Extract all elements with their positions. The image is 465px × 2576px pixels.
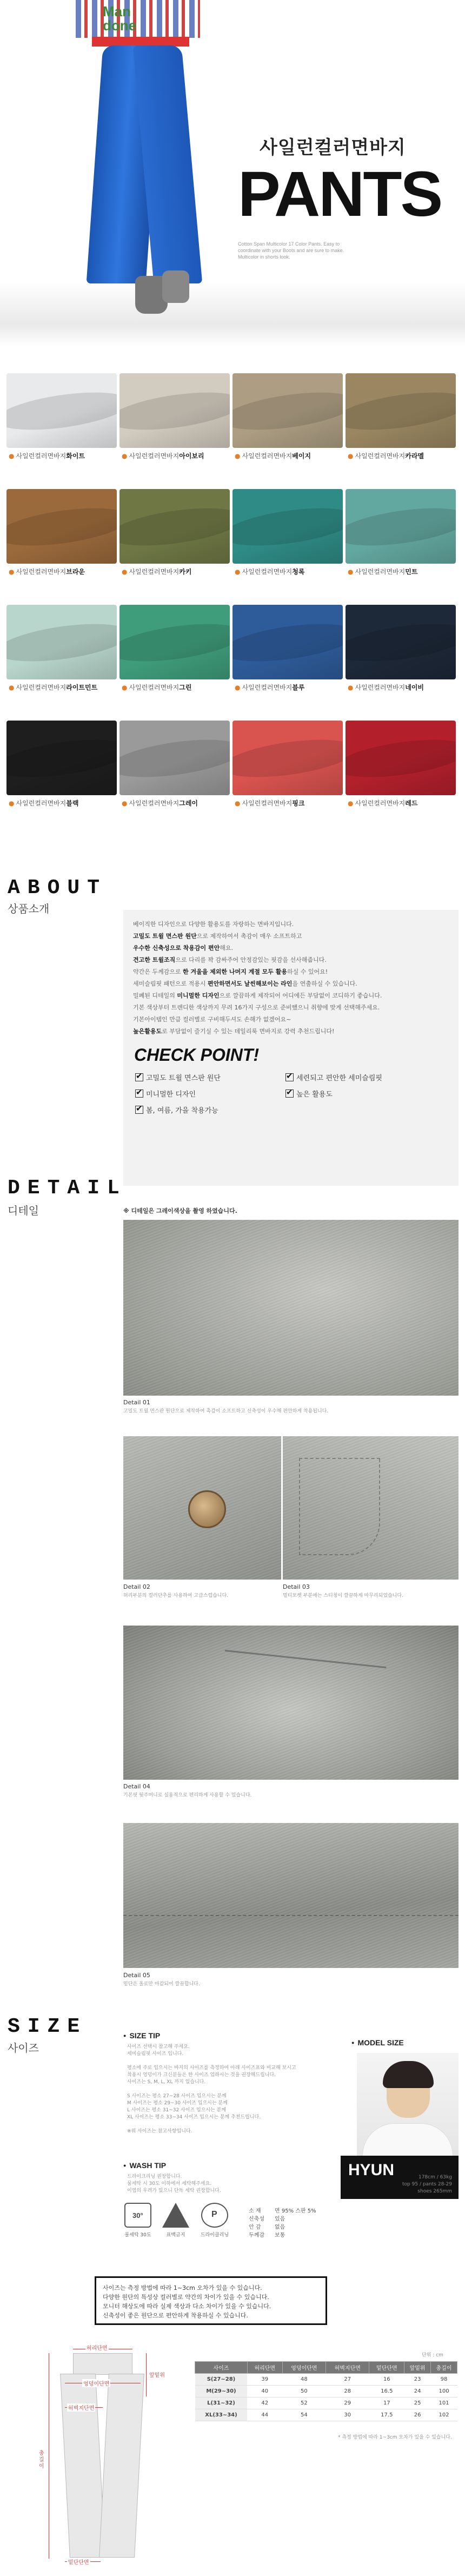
measure-thigh: 허벅지단면 — [67, 2403, 95, 2412]
detail-note: ※ 디테일은 그레이색상을 촬영 하였습니다. — [123, 1207, 237, 1214]
detail-03-label: Detail 03 — [283, 1583, 310, 1590]
swatch-label — [122, 683, 191, 692]
swatch-6[interactable] — [119, 489, 230, 578]
text-line: 다양한 원단의 특성상 컬러별로 약간의 차이가 있을 수 있습니다. — [103, 2294, 269, 2301]
swatch-15[interactable] — [232, 721, 343, 810]
hero-banner — [0, 0, 465, 346]
text-line — [127, 2058, 296, 2065]
table-row — [195, 2386, 457, 2397]
text-line: ※위 사이즈는 참고사항입니다. — [127, 2129, 192, 2134]
table-cell: 102 — [431, 2409, 457, 2421]
text-line: S 사이즈는 평소 27~28 사이즈 입으시는 분께 — [127, 2093, 227, 2099]
bullet-icon: ● — [9, 568, 15, 576]
text-line: 이염의 우려가 있으니 단독 세탁 권장합니다. — [127, 2188, 221, 2194]
check-point-item: ✔ 세련되고 편안한 세미슬림핏 — [285, 1072, 382, 1082]
model-info-box — [341, 2156, 459, 2199]
pants-diagram — [22, 2342, 178, 2570]
hero-description: Cotton Span Multicolor 17 Color Pants. Easy to coordinate with your Boots and are sure to make. Multicolor in shorts look. — [238, 241, 344, 260]
bullet-icon: ● — [122, 684, 128, 691]
no-bleach-label: 표백금지 — [166, 2232, 185, 2238]
model-shirt-text: Man done — [103, 3, 137, 34]
swatch-image — [346, 373, 456, 448]
swatch-prefix: 사일런컬러면바지 — [355, 800, 406, 807]
bullet-icon: ● — [122, 452, 128, 460]
dry-clean-label: 드라이클리닝 — [200, 2232, 229, 2238]
swatch-label — [348, 567, 417, 576]
swatch-image — [346, 605, 456, 679]
text-line: 드라이크리닝 권장합니다. — [127, 2174, 182, 2179]
swatch-9[interactable] — [6, 605, 117, 694]
text-line: 178cm / 63kg — [418, 2175, 452, 2180]
swatch-4[interactable] — [346, 373, 456, 463]
about-line: 밀폐된 디테일의 미니멀한 디자인으로 깔끔하게 제작되어 어디에든 부담없이 코디하기 좋습니다. — [133, 992, 382, 999]
about-line: 우수한 신축성으로 착용감이 편안해요. — [133, 944, 234, 952]
swatch-label — [235, 567, 304, 576]
wash-30-label: 물세탁 30도 — [124, 2232, 151, 2238]
table-cell: 27 — [326, 2374, 369, 2386]
swatch-label — [9, 798, 78, 808]
table-cell: 100 — [431, 2386, 457, 2397]
measure-hem: 밑단단면 — [67, 2558, 90, 2566]
table-header: 허벅지단면 — [326, 2362, 369, 2374]
text-line: 사이즈 선택시 참고해 주세요. — [127, 2044, 190, 2050]
swatch-prefix: 사일런컬러면바지 — [355, 568, 406, 576]
about-subtitle: 상품소개 — [8, 902, 50, 915]
size-notice-text — [103, 2283, 271, 2320]
table-header: 사이즈 — [195, 2362, 248, 2374]
about-line: 높은활용도로 부담없이 즐기실 수 있는 데일리룩 면바지로 강력 추천드립니다! — [133, 1028, 335, 1035]
about-line: 약간은 두께감으로 한 겨울을 제외한 나머지 계절 모두 활용하실 수 있어요! — [133, 968, 328, 975]
detail-04-image — [123, 1626, 459, 1780]
table-cell: 39 — [247, 2374, 282, 2386]
swatch-color-name: 베이지 — [292, 452, 311, 460]
text-line: 착용시 엉덩이가 크신분들은 한 사이즈 업하시는 것을 권장해드립니다. — [127, 2072, 276, 2078]
swatch-14[interactable] — [119, 721, 230, 810]
text-line: 사이즈는 S, M, L, XL 까지 있습니다. — [127, 2079, 206, 2085]
swatch-color-name: 화이트 — [66, 452, 85, 460]
table-cell: XL(33~34) — [195, 2409, 248, 2421]
text-line: XL 사이즈는 평소 33~34 사이즈 입으시는 분께 추천드립니다. — [127, 2115, 261, 2120]
model-name: HYUN — [348, 2161, 395, 2179]
check-point-item: ✔미니멀한 디자인 — [135, 1088, 196, 1099]
size-tip-text — [127, 2044, 296, 2135]
swatch-color-name: 카키 — [179, 568, 192, 576]
hero-title-kr: 사일런컬러면바지 — [260, 137, 406, 158]
swatch-2[interactable] — [119, 373, 230, 463]
fabric-row: 안 감 없음 — [249, 2224, 285, 2230]
model-hair — [383, 2061, 434, 2088]
table-cell: 42 — [247, 2397, 282, 2409]
table-cell: 48 — [282, 2374, 326, 2386]
table-cell: 101 — [431, 2397, 457, 2409]
swatch-image — [232, 489, 343, 564]
size-tip-title: ● SIZE TIP — [123, 2031, 160, 2040]
about-box — [123, 910, 459, 1186]
checkbox-icon — [135, 1073, 143, 1081]
detail-03-image — [283, 1436, 459, 1580]
bullet-icon: ● — [235, 800, 241, 807]
swatch-prefix: 사일런컬러면바지 — [242, 568, 293, 576]
swatch-image — [119, 489, 230, 564]
bullet-icon: ● — [122, 568, 128, 576]
swatch-color-name: 네이비 — [405, 684, 424, 691]
text-line: M 사이즈는 평소 29~30 사이즈 입으시는 분께 — [127, 2101, 228, 2106]
detail-05-image — [123, 1823, 459, 1968]
dry-clean-icon: P — [201, 2203, 228, 2228]
no-bleach-icon — [162, 2203, 189, 2228]
fabric-row: 소 재 면 95% 스판 5% — [249, 2208, 316, 2214]
swatch-5[interactable] — [6, 489, 117, 578]
table-cell: 52 — [282, 2397, 326, 2409]
table-cell: 26 — [404, 2409, 431, 2421]
swatch-label — [235, 683, 304, 692]
wash-tip-text — [127, 2174, 221, 2195]
table-row — [195, 2397, 457, 2409]
swatch-image — [6, 721, 117, 795]
swatch-prefix: 사일런컬러면바지 — [129, 684, 180, 691]
swatch-12[interactable] — [346, 605, 456, 694]
detail-04-desc: 기본핏 뒷주머니로 실용적으로 편리하게 사용할 수 있습니다. — [123, 1793, 252, 1798]
table-cell: 24 — [404, 2386, 431, 2397]
measure-length: 총길이 — [38, 2450, 49, 2470]
swatch-image — [6, 605, 117, 679]
text-line: top 95 / pants 28-29 — [402, 2182, 452, 2187]
swatch-label — [348, 683, 424, 692]
text-line: shoes 265mm — [417, 2189, 452, 2194]
pants-waist-shape — [73, 2353, 132, 2375]
unit-label: 단위 : cm — [422, 2353, 443, 2358]
table-cell: 17 — [369, 2397, 404, 2409]
swatch-label — [9, 567, 85, 576]
swatch-color-name: 블랙 — [66, 800, 79, 807]
bullet-icon: ● — [348, 800, 354, 807]
swatch-image — [119, 373, 230, 448]
bullet-icon: ● — [348, 568, 354, 576]
swatch-image — [119, 721, 230, 795]
swatch-prefix: 사일런컬러면바지 — [129, 800, 180, 807]
swatch-10[interactable] — [119, 605, 230, 694]
size-table-note: * 측정 방법에 따라 1~3cm 오차가 있을 수 있습니다. — [338, 2435, 452, 2440]
swatch-label — [122, 567, 191, 576]
detail-01-desc: 고밀도 트윌 면스판 원단으로 제작하여 촉감이 소프트하고 신축성이 우수해 편안하게 착용됩니다. — [123, 1409, 329, 1414]
model-shoe-right — [162, 270, 189, 303]
swatch-16[interactable] — [346, 721, 456, 810]
check-point-title: CHECK POINT! — [134, 1045, 260, 1065]
table-header: 밑단단면 — [369, 2362, 404, 2374]
detail-05-desc: 밑단은 올로만 마감되어 깔끔합니다. — [123, 1981, 200, 1987]
swatch-prefix: 사일런컬러면바지 — [16, 452, 67, 460]
about-line: 기본 색상부터 트렌디한 색상까지 무려 16가지 구성으로 준비했으니 취향에 맞게 선택해주세요. — [133, 1004, 380, 1011]
text-line: 사이즈는 측정 방법에 따라 1~3cm 오차가 있을 수 있습니다. — [103, 2284, 262, 2291]
detail-02-desc: 허리부분의 컬러단추를 사용하여 고급스럽습니다. — [123, 1593, 229, 1599]
pants-leg-right-shape — [99, 2374, 144, 2558]
swatch-label — [235, 451, 311, 460]
model-shirt — [76, 0, 200, 38]
measure-hip: 엉덩이단면 — [82, 2379, 110, 2387]
about-line: 베이직한 디자인으로 다양한 활용도를 자랑하는 면바지입니다. — [133, 921, 294, 928]
about-line: 고밀도 트윌 면스판 원단으로 제작하여서 촉감이 매우 소프트하고 — [133, 933, 302, 940]
table-cell: L(31~32) — [195, 2397, 248, 2409]
table-cell: S(27~28) — [195, 2374, 248, 2386]
swatch-image — [346, 489, 456, 564]
swatch-prefix: 사일런컬러면바지 — [129, 568, 180, 576]
fabric-row: 두께감 보통 — [249, 2232, 285, 2238]
swatch-color-name: 아이보리 — [179, 452, 204, 460]
about-line: 세미슬림핏 패턴으로 적용시 편안하면서도 날씬해보이는 라인을 연출하실 수 있습니다. — [133, 980, 357, 987]
table-cell: 98 — [431, 2374, 457, 2386]
checkbox-icon — [135, 1089, 143, 1098]
table-cell: 54 — [282, 2409, 326, 2421]
about-title: ABOUT — [8, 876, 108, 900]
checkbox-icon — [135, 1106, 143, 1114]
detail-03-desc: 멀티포켓 부분에는 스티칭이 깔끔하게 마무리되었습니다. — [283, 1593, 403, 1599]
swatch-1[interactable] — [6, 373, 117, 463]
swatch-color-name: 카라멜 — [405, 452, 424, 460]
detail-02-image — [123, 1436, 281, 1580]
text-line — [127, 2086, 296, 2093]
text-line — [127, 2121, 296, 2128]
detail-01-label: Detail 01 — [123, 1399, 150, 1406]
swatch-image — [6, 373, 117, 448]
check-point-item: ✔ 높은 활용도 — [285, 1088, 333, 1099]
checkbox-icon — [285, 1073, 294, 1081]
table-cell: 17.5 — [369, 2409, 404, 2421]
swatch-label — [348, 451, 424, 460]
table-header: 앞밑위 — [404, 2362, 431, 2374]
size-notice-box — [95, 2276, 327, 2325]
table-cell: M(29~30) — [195, 2386, 248, 2397]
swatch-label — [122, 798, 198, 808]
wash-30-icon: 30° — [124, 2203, 151, 2228]
swatch-image — [6, 489, 117, 564]
table-cell: 25 — [404, 2397, 431, 2409]
bullet-icon: ● — [122, 800, 128, 807]
swatch-image — [232, 721, 343, 795]
pants-leg-left-shape — [60, 2374, 105, 2558]
swatch-label — [9, 683, 97, 692]
table-row — [195, 2374, 457, 2386]
text-line: L 사이즈는 평소 31~32 사이즈 입으시는 분께 — [127, 2108, 227, 2113]
table-header: 엉덩이단면 — [282, 2362, 326, 2374]
detail-title: DETAIL — [8, 1177, 127, 1200]
swatch-prefix: 사일런컬러면바지 — [242, 800, 293, 807]
table-cell: 16 — [369, 2374, 404, 2386]
button-detail — [188, 1490, 226, 1528]
swatch-color-name: 레드 — [405, 800, 418, 807]
swatch-prefix: 사일런컬러면바지 — [355, 684, 406, 691]
swatch-7[interactable] — [232, 489, 343, 578]
bullet-icon: ● — [235, 452, 241, 460]
detail-04-label: Detail 04 — [123, 1783, 150, 1790]
swatch-image — [119, 605, 230, 679]
swatch-prefix: 사일런컬러면바지 — [129, 452, 180, 460]
measure-waist: 허리단면 — [85, 2343, 109, 2352]
text-line: 세미슬림핏 사이즈 입니다. — [127, 2051, 184, 2057]
swatch-prefix: 사일런컬러면바지 — [355, 452, 406, 460]
model-info — [402, 2174, 452, 2195]
table-cell: 16.5 — [369, 2386, 404, 2397]
swatch-image — [232, 373, 343, 448]
checkbox-icon — [285, 1089, 294, 1098]
detail-02-label: Detail 02 — [123, 1583, 150, 1590]
swatch-3[interactable] — [232, 373, 343, 463]
swatch-image — [346, 721, 456, 795]
bullet-icon: ● — [235, 568, 241, 576]
fabric-info — [249, 2207, 316, 2240]
detail-01-image — [123, 1220, 459, 1396]
about-line: 기본아이템인 만큼 컬러별로 구비해두셔도 손해가 없겠어요~ — [133, 1016, 291, 1023]
check-point-item: ✔고밀도 트윌 면스판 원단 — [135, 1072, 221, 1082]
size-table — [195, 2361, 457, 2421]
text-line: 신축성이 좋은 원단으로 편안하게 착용하실 수 있습니다. — [103, 2312, 248, 2319]
swatch-8[interactable] — [346, 489, 456, 578]
swatch-color-name: 블루 — [292, 684, 305, 691]
detail-subtitle: 디테일 — [8, 1204, 39, 1217]
bullet-icon: ● — [9, 684, 15, 691]
swatch-13[interactable] — [6, 721, 117, 810]
table-cell: 29 — [326, 2397, 369, 2409]
swatch-prefix: 사일런컬러면바지 — [16, 684, 67, 691]
bullet-icon: ● — [348, 684, 354, 691]
about-line: 견고한 트윌조직으로 다리를 꽉 감싸주어 안정감있는 핏감을 선사해줍니다. — [133, 956, 327, 963]
swatch-color-name: 브라운 — [66, 568, 85, 576]
size-subtitle: 사이즈 — [8, 2042, 39, 2055]
fabric-row: 신축성 있음 — [249, 2216, 285, 2222]
size-title: SIZE — [8, 2015, 88, 2038]
bullet-icon: ● — [235, 684, 241, 691]
swatch-color-name: 그레이 — [179, 800, 198, 807]
swatch-label — [122, 451, 204, 460]
text-line: 모니터 해상도에 따라 실제 색상과 다소 차이가 있을 수 있습니다. — [103, 2303, 271, 2310]
swatch-label — [9, 451, 85, 460]
table-row — [195, 2409, 457, 2421]
text-line: 물세탁 시 30도 이하에서 세탁해주세요. — [127, 2181, 212, 2187]
table-cell: 50 — [282, 2386, 326, 2397]
bullet-icon: ● — [348, 452, 354, 460]
swatch-color-name: 라이트민트 — [66, 684, 98, 691]
swatch-label — [348, 798, 417, 808]
swatch-color-name: 그린 — [179, 684, 192, 691]
table-cell: 28 — [326, 2386, 369, 2397]
table-cell: 44 — [247, 2409, 282, 2421]
swatch-image — [232, 605, 343, 679]
swatch-prefix: 사일런컬러면바지 — [242, 684, 293, 691]
swatch-label — [235, 798, 304, 808]
table-header: 총길이 — [431, 2362, 457, 2374]
swatch-color-name: 민트 — [405, 568, 418, 576]
swatch-11[interactable] — [232, 605, 343, 694]
swatch-prefix: 사일런컬러면바지 — [242, 452, 293, 460]
swatch-prefix: 사일런컬러면바지 — [16, 800, 67, 807]
table-header: 허리단면 — [247, 2362, 282, 2374]
model-size-title: ● MODEL SIZE — [351, 2038, 404, 2047]
bullet-icon: ● — [9, 800, 15, 807]
detail-05-label: Detail 05 — [123, 1972, 150, 1979]
hero-title-en: PANTS — [238, 158, 442, 230]
table-cell: 40 — [247, 2386, 282, 2397]
wash-tip-title: ● WASH TIP — [123, 2161, 166, 2170]
check-point-item: ✔봄, 여름, 가을 착용가능 — [135, 1105, 218, 1115]
swatch-prefix: 사일런컬러면바지 — [16, 568, 67, 576]
bullet-icon: ● — [9, 452, 15, 460]
text-line: 평소에 주로 입으시는 바지의 사이즈를 측정하여 아래 사이즈표와 비교해 보시고 — [127, 2065, 296, 2071]
swatch-color-name: 청록 — [292, 568, 305, 576]
measure-rise: 앞밑위 — [148, 2370, 166, 2379]
swatch-color-name: 핑크 — [292, 800, 305, 807]
table-cell: 23 — [404, 2374, 431, 2386]
table-cell: 30 — [326, 2409, 369, 2421]
